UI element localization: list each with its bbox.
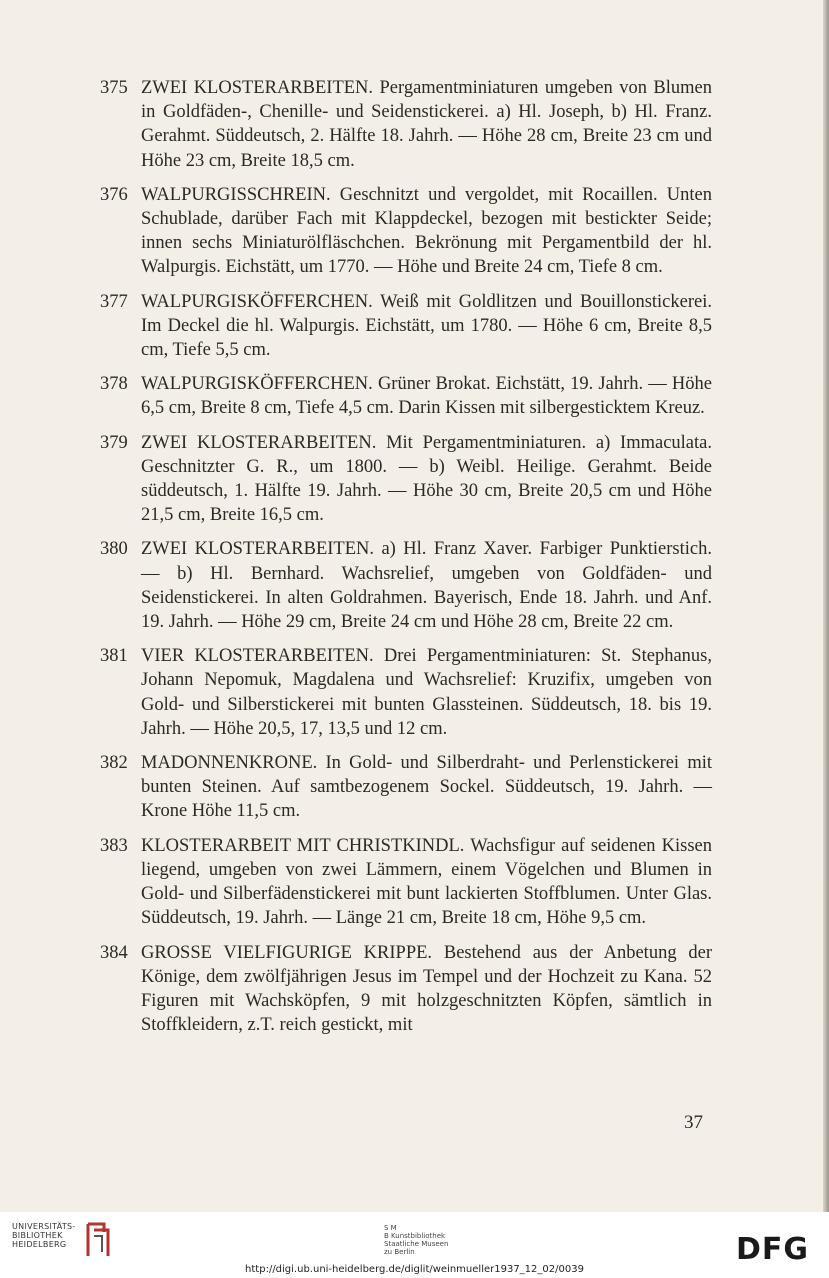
entry-text: WALPURGISSCHREIN. Geschnitzt und vergoldet, mit Rocaillen. Unten Schublade, darüber Fach mit Klappdeckel, bezogen mit bestickter Seide; innen sechs Miniaturölfläschchen. Bekrönung mit Pergamentbild der hl. Walpurgis. Eichstätt, um 1770. — Höhe und Breite 24 cm, Tiefe 8 cm. xyxy=(141,184,712,278)
catalog-entry xyxy=(100,76,712,173)
entry-number: 378 xyxy=(100,374,128,395)
entry-number: 383 xyxy=(100,835,128,856)
entry-text: ZWEI KLOSTERARBEITEN. Mit Pergamentminiaturen. a) Immaculata. Geschnitzter G. R., um 1800. — b) Weibl. Heilige. Gerahmt. Beide süddeutsch, 1. Hälfte 19. Jahrh. — Höhe 30 cm, Breite 20,5 cm und Höhe 21,5 cm, Breite 16,5 cm. xyxy=(141,432,712,526)
heidelberg-emblem-icon xyxy=(84,1222,112,1258)
university-name: UNIVERSITÄTS- BIBLIOTHEK HEIDELBERG xyxy=(12,1222,76,1249)
entry-text: VIER KLOSTERARBEITEN. Drei Pergamentminiaturen: St. Stephanus, Johann Nepomuk, Magdalena und Wachsrelief: Kruzifix, umgeben von Gold- und Silberstickerei mit bunten Glassteinen. Süddeutsch, 18. bis 19. Jahrh. — Höhe 20,5, 17, 13,5 und 12 cm. xyxy=(141,646,712,739)
dfg-logo[interactable]: DFG xyxy=(736,1232,810,1267)
entry-text: ZWEI KLOSTERARBEITEN. a) Hl. Franz Xaver. Farbiger Punktierstich. — b) Hl. Bernhard. Wachsrelief, umgeben von Goldfäden- und Seidenstickerei. In alten Goldrahmen. Bayerisch, Ende 18. Jahrh. und Anf. 19. Jahrh. — Höhe 29 cm, Breite 24 cm und Höhe 28 cm, Breite 22 cm. xyxy=(141,539,712,633)
catalog-entry xyxy=(100,941,712,1038)
entry-text: KLOSTERARBEIT MIT CHRISTKINDL. Wachsfigur auf seidenen Kissen liegend, umgeben von zwei Lämmern, einem Vögelchen und Blumen in Gold- und Silberfädenstickerei mit bunt lackierten Stoffblumen. Unter Glas. Süddeutsch, 19. Jahrh. — Länge 21 cm, Breite 18 cm, Höhe 9,5 cm. xyxy=(141,835,712,929)
catalog-entry xyxy=(100,431,712,528)
entry-number: 384 xyxy=(100,942,128,963)
catalog-entry xyxy=(100,834,712,931)
page-edge-shadow xyxy=(823,0,829,1212)
entry-number: 375 xyxy=(100,78,128,98)
catalog-entry xyxy=(100,751,712,824)
entry-number: 380 xyxy=(100,539,128,560)
entry-number: 379 xyxy=(100,432,128,453)
staatliche-museen-logo[interactable]: S M B Kunstbibliothek Staatliche Museen zu Berlin xyxy=(384,1224,449,1256)
catalog-entries xyxy=(100,76,712,1047)
entry-number: 381 xyxy=(100,646,128,667)
viewer-footer xyxy=(0,1212,829,1278)
page-number: 37 xyxy=(684,1112,703,1133)
entry-number: 376 xyxy=(100,184,128,205)
entry-number: 382 xyxy=(100,753,128,774)
catalog-entry xyxy=(100,644,712,741)
document-url-link[interactable]: http://digi.ub.uni-heidelberg.de/diglit/weinmueller1937_12_02/0039 xyxy=(245,1264,584,1275)
catalog-entry xyxy=(100,183,712,280)
entry-text: MADONNENKRONE. In Gold- und Silberdraht- und Perlenstickerei mit bunten Steinen. Auf samtbezogenem Sockel. Süddeutsch, 19. Jahrh. — Krone Höhe 11,5 cm. xyxy=(141,753,712,822)
entry-text: ZWEI KLOSTERARBEITEN. Pergamentminiaturen umgeben von Blumen in Goldfäden-, Chenille- und Seidenstickerei. a) Hl. Joseph, b) Hl. Franz. Gerahmt. Süddeutsch, 2. Hälfte 18. Jahrh. — Höhe 28 cm, Breite 23 cm und Höhe 23 cm, Breite 18,5 cm. xyxy=(141,78,712,171)
catalog-entry xyxy=(100,372,712,420)
entry-text: GROSSE VIELFIGURIGE KRIPPE. Bestehend aus der Anbetung der Könige, dem zwölfjährigen Jesus im Tempel und der Hochzeit zu Kana. 52 Figuren mit Wachsköpfen, 9 mit holzgeschnitzten Köpfen, sämtlich in Stoffkleidern, z.T. reich gestickt, mit xyxy=(141,942,712,1036)
entry-text: WALPURGISKÖFFERCHEN. Weiß mit Goldlitzen und Bouillonstickerei. Im Deckel die hl. Walpurgis. Eichstätt, um 1780. — Höhe 6 cm, Breite 8,5 cm, Tiefe 5,5 cm. xyxy=(141,291,712,361)
entry-number: 377 xyxy=(100,291,128,312)
catalog-entry xyxy=(100,290,712,363)
entry-text: WALPURGISKÖFFERCHEN. Grüner Brokat. Eichstätt, 19. Jahrh. — Höhe 6,5 cm, Breite 8 cm, Tiefe 4,5 cm. Darin Kissen mit silbergesticktem Kreuz. xyxy=(141,374,712,419)
catalog-entry xyxy=(100,537,712,634)
university-library-logo[interactable] xyxy=(12,1222,112,1258)
